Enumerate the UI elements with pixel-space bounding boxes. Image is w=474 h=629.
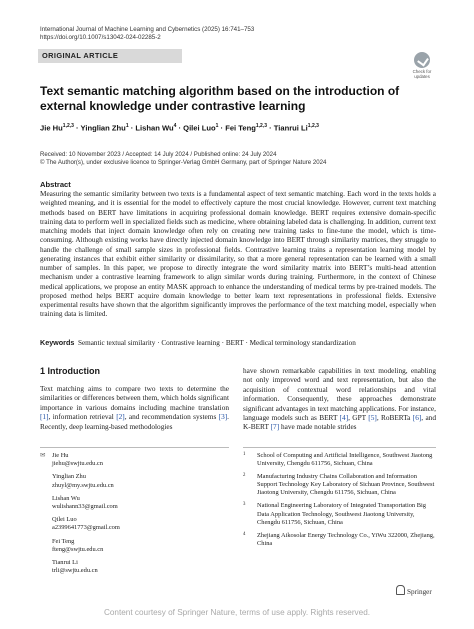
contact-entry: Tianrui Li trli@swjtu.edu.cn [40, 559, 229, 575]
email-link[interactable]: trli@swjtu.edu.cn [52, 567, 98, 575]
footnote-divider [40, 447, 229, 448]
check-badge-label: Check for updates [412, 69, 432, 79]
check-for-updates-badge[interactable] [405, 52, 439, 82]
publication-dates [40, 151, 326, 168]
article-type-banner: ORIGINAL ARTICLE [38, 49, 182, 63]
footnote-divider [243, 447, 436, 448]
citation-link[interactable]: [7] [270, 422, 280, 432]
envelope-icon: ✉ [40, 452, 46, 459]
citation-link[interactable]: [2] [116, 412, 125, 422]
author-affil-sup: 1,2,3 [307, 123, 319, 129]
author-name[interactable]: Lishan Wu [135, 123, 174, 133]
section-heading-introduction: 1 Introduction [40, 366, 100, 376]
courtesy-notice: Content courtesy of Springer Nature, terms of use apply. Rights reserved. [103, 608, 371, 617]
email-link[interactable]: jiehu@swjtu.edu.cn [52, 460, 103, 468]
author-affil-sup: 1 [125, 123, 129, 129]
author-affil-sup: 1,2,3 [255, 123, 267, 129]
email-link[interactable]: zhuyl@my.swjtu.edu.cn [52, 481, 114, 489]
citation-link[interactable]: [4] [339, 413, 349, 423]
affiliation-item: 4 Zhejiang Aikosolar Energy Technology Co., YiWu 322000, Zhejiang, China [243, 531, 435, 547]
email-link[interactable]: fteng@swjtu.edu.cn [52, 545, 104, 553]
contact-entry: Fei Teng fteng@swjtu.edu.cn [40, 538, 229, 554]
intro-left-column: Text matching aims to compare two texts to determine the similarities or differences between them, which holds significant importance in various domains including machine translation [1], information retrieval [2], and recommendation systems [3]. Recently, deep learning-based methodologies [40, 384, 229, 431]
email-link[interactable]: a2399641773@gmail.com [52, 524, 120, 532]
keywords [40, 338, 436, 347]
intro-right-column: have shown remarkable capabilities in text modeling, enabling not only improved word and text representation, but also the acquisition of contextual word relationships and vital information. Consequently, these approaches demonstrate significant advantages in text matching applications. For instance, language models such as BERT [4], GPT [5], RoBERTa [6], and K-BERT [7] have made notable strides [243, 366, 436, 432]
citation-link[interactable]: [6] [412, 413, 422, 423]
affiliations [243, 452, 436, 553]
author-affil-sup: 1,2,3 [62, 123, 74, 129]
abstract-heading: Abstract [40, 180, 71, 189]
author-affil-sup: 4 [173, 123, 177, 129]
contact-entry: Jie Hu jiehu@swjtu.edu.cn [40, 452, 229, 468]
abstract-text: Measuring the semantic similarity between two texts is a fundamental aspect of text semantic matching. Each word in the texts holds a weighted meaning, and it is essential for the model to effectively capture the most crucial knowledge. However, current text matching methods based on BERT have limitations in acquiring professional domain knowledge. BERT requires extensive domain-specific training data to perform well in specialized fields such as medicine, where obtaining labeled data is challenging. In addition, current text matching models that inject domain knowledge often rely on creating new training tasks to fine-tune the model, which is time-consuming. Although existing works have directly injected domain knowledge into BERT through similarity matrices, they struggle to handle the challenge of small sample sizes in professional fields. Contrastive learning trains a representation learning model by generating instances that exhibit either similarity or dissimilarity, so that a more general representation can be learned with a small number of samples. In this paper, we propose to directly integrate the word similarity matrix into BERT’s multi-head attention mechanism under a contrastive learning framework to align similar words during training. Furthermore, in the context of Chinese medical applications, we propose an entity MASK approach to enhance the understanding of medical terms by pre-trained models. The proposed method helps BERT acquire domain knowledge to better learn text representations in professional fields. Extensive experimental results have shown that the algorithm significantly improves the performance of the text matching model, especially when training data is limited. [40, 190, 436, 319]
article-title: Text semantic matching algorithm based on the introduction of external knowledge under contrastive learning [40, 84, 400, 113]
affiliation-item: 2 Manufacturing Industry Chains Collaboration and Information Support Technology Key Laboratory of Sichuan Province, Southwest Jiaotong University, Chengdu 611756, Sichuan, China [243, 473, 435, 497]
publisher-logo [396, 585, 432, 596]
author-contacts [40, 452, 229, 580]
author-name[interactable]: Jie Hu [40, 123, 63, 133]
author-name[interactable]: Yinglian Zhu [80, 123, 126, 133]
author-name[interactable]: Fei Teng [225, 123, 256, 133]
author-name[interactable]: Tianrui Li [273, 123, 308, 133]
copyright-line: © The Author(s), under exclusive licence to Springer-Verlag GmbH Germany, part of Springer Nature 2024 [40, 159, 327, 167]
affiliation-item: 1 School of Computing and Artificial Intelligence, Southwest Jiaotong University, Chengdu 611756, Sichuan, China [243, 452, 433, 468]
publisher-name: Springer [407, 588, 432, 596]
author-affil-sup: 1 [215, 123, 219, 129]
journal-citation: International Journal of Machine Learning and Cybernetics (2025) 16:741–753 [40, 26, 255, 33]
keywords-label: Keywords [40, 338, 75, 347]
check-icon [414, 52, 430, 68]
affiliation-item: 3 National Engineering Laboratory of Integrated Transportation Big Data Application Technology, Southwest Jiaotong University, Chengdu 611756, Sichuan, China [243, 502, 426, 526]
history-line: Received: 10 November 2023 / Accepted: 14 July 2024 / Published online: 24 July 2024 [40, 151, 277, 158]
springer-horse-icon [396, 585, 405, 595]
citation-link[interactable]: [5] [368, 413, 377, 423]
contact-entry: Qilei Luo a2399641773@gmail.com [40, 516, 229, 532]
citation-link[interactable]: [3] [218, 412, 228, 422]
contact-entry: Lishan Wu wulishann33@gmail.com [40, 495, 229, 511]
journal-header [40, 26, 254, 43]
citation-link[interactable]: [1] [40, 412, 49, 422]
email-link[interactable]: wulishann33@gmail.com [52, 503, 118, 511]
keywords-text: Semantic textual similarity · Contrastive learning · BERT · Medical terminology standardization [77, 339, 356, 347]
author-list: Jie Hu$^{1,2,3}$ · Yinglian Zhu$^1$ · Lishan $Wu^4$ · Qilei Luo$^1$ · Fei Teng$^{1,2,3}$ · Tianrui Li$^{1,2,3}$ [40, 123, 319, 133]
doi-link[interactable]: https://doi.org/10.1007/s13042-024-02285-2 [40, 34, 161, 42]
contact-entry: Yinglian Zhu zhuyl@my.swjtu.edu.cn [40, 473, 229, 489]
author-name[interactable]: Qilei Luo [183, 123, 216, 133]
